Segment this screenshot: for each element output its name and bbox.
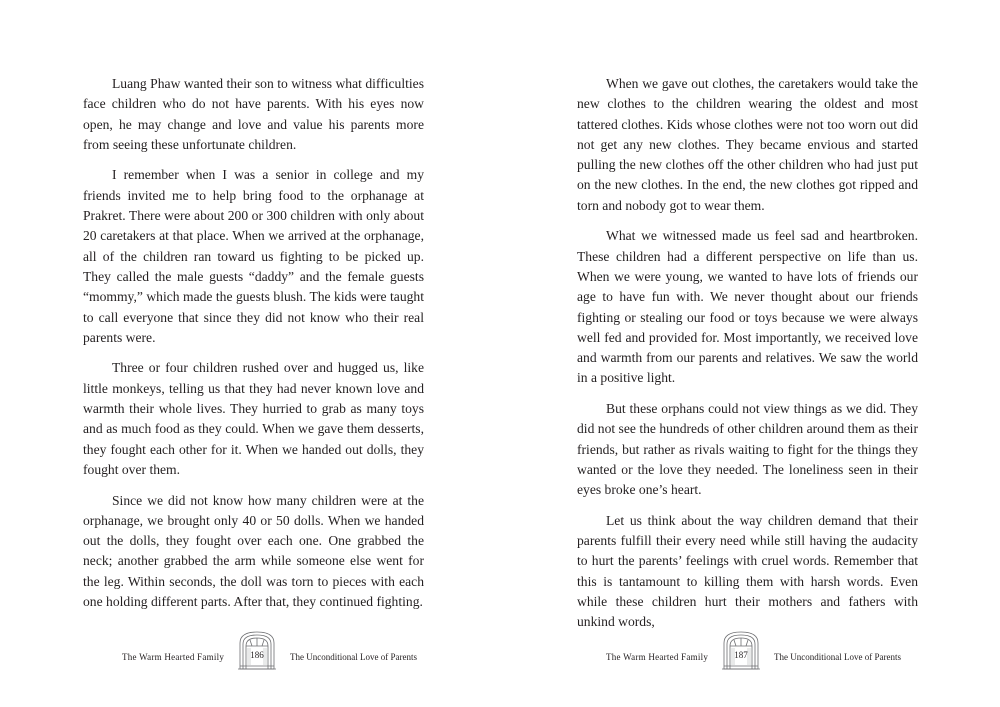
right-page-body [577,74,918,643]
right-page [500,0,1000,707]
left-page-body [83,74,424,623]
paragraph: Let us think about the way children demand that their parents fulfill their every need while still having the audacity to hurt the parents’ feelings with cruel words. Remember that this is tantamount to killing them with harsh words. Even while these children hurt their mothers and fathers with unkind words, [577,512,918,630]
paragraph: But these orphans could not view things as we did. They did not see the hundreds of other children around them as their friends, but rather as rivals waiting to fight for the things they wanted or the love they needed. The loneliness seen in their eyes broke one’s heart. [577,401,918,498]
page-number: 186 [250,650,264,660]
paragraph: Three or four children rushed over and hugged us, like little monkeys, telling us that they had never known love and warmth their whole lives. They hurried to grab as many toys and as much food as they could. When we gave them desserts, they fought each other for it. When we handed out dolls, they fought over them. [83,360,424,477]
paragraph: Since we did not know how many children were at the orphanage, we brought only 40 or 50 dolls. When we handed out the dolls, they fought over each one. One grabbed the neck; another grabbed the arm while someone else went for the leg. Within seconds, the doll was torn to pieces with each one holding different parts. After that, they continued fighting. [83,492,424,610]
arched-window-emblem-icon [721,630,761,670]
paragraph: Luang Phaw wanted their son to witness what difficulties face children who do not have parents. With his eyes now open, he may change and love and value his parents more from seeing these unfortunate children. [83,76,424,152]
paragraph: When we gave out clothes, the caretakers would take the new clothes to the children wearing the oldest and most tattered clothes. Kids whose clothes were not too worn out did not get any new clothes. They became envious and started pulling the new clothes off the other children who had just put on the new clothes. In the end, the new clothes got ripped and torn and nobody got to wear them. [577,76,918,213]
footer-chapter-title: The Unconditional Love of Parents [774,652,901,662]
footer-chapter-title: The Unconditional Love of Parents [290,652,417,662]
paragraph: I remember when I was a senior in college and my friends invited me to help bring food to the orphanage at Prakret. There were about 200 or 300 children with only about 20 caretakers at that place. When we arrived at the orphanage, all of the children ran toward us fighting to be picked up. They called the male guests “daddy” and the female guests “mommy,” which made the guests blush. The kids were taught to call everyone that since they did not know who their real parents were. [83,167,424,345]
right-page-footer [500,628,1000,673]
footer-book-title: The Warm Hearted Family [122,652,225,662]
left-page-footer [0,628,500,673]
paragraph: What we witnessed made us feel sad and heartbroken. These children had a different perspective on life than us. When we were young, we wanted to have lots of friends our age to have fun with. We never thought about our friends fighting or stealing our food or toys because we were always well fed and provided for. Most importantly, we received love and warmth from our parents and relatives. We saw the world in a positive light. [577,228,918,386]
arched-window-emblem-icon [237,630,277,670]
page-number: 187 [734,650,748,660]
footer-book-title: The Warm Hearted Family [606,652,709,662]
